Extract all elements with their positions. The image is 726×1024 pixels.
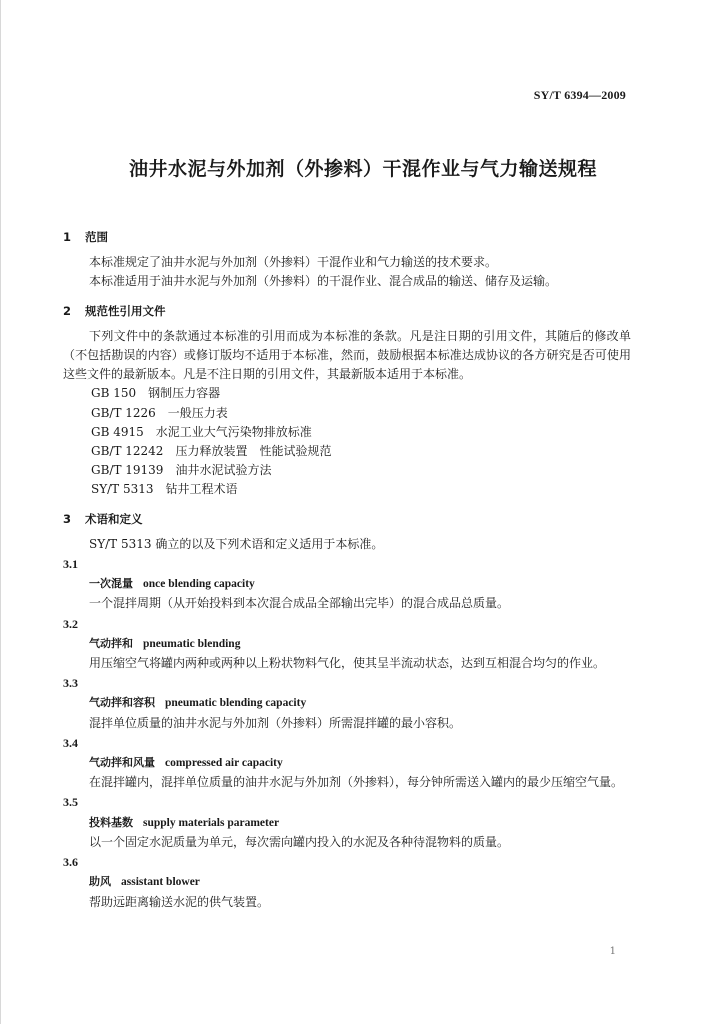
reference-item: GB/T 19139 油井水泥试验方法 — [91, 463, 272, 478]
section-heading-scope — [63, 228, 631, 247]
section-title: 范围 — [85, 230, 108, 244]
term-title — [63, 634, 631, 654]
term-zh: 气动拌和风量 — [89, 756, 155, 770]
term-title — [63, 574, 631, 594]
term-en: pneumatic blending capacity — [165, 697, 307, 710]
term-zh: 气动拌和容积 — [89, 696, 155, 710]
term-title — [63, 813, 631, 833]
term-zh: 助风 — [89, 875, 111, 889]
term-definition: 混拌单位质量的油井水泥与外加剂（外掺料）所需混拌罐的最小容积。 — [89, 715, 462, 730]
term-en: pneumatic blending — [143, 637, 241, 650]
term-title — [63, 753, 631, 773]
term-definition: 用压缩空气将罐内两种或两种以上粉状物料气化，使其呈半流动状态，达到互相混合均匀的作业。 — [89, 656, 606, 671]
term-definition: 以一个固定水泥质量为单元，每次需向罐内投入的水泥及各种待混物料的质量。 — [89, 834, 510, 849]
term-definition: 帮助远距离输送水泥的供气装置。 — [89, 894, 270, 909]
document-body — [63, 228, 631, 912]
paragraph: 本标准适用于油井水泥与外加剂（外掺料）的干混作业、混合成品的输送、储存及运输。 — [89, 274, 558, 289]
term-en: once blending capacity — [143, 578, 255, 591]
reference-item: SY/T 5313 钻井工程术语 — [91, 482, 238, 497]
section-title: 规范性引用文件 — [85, 303, 166, 318]
reference-item: GB/T 1226 一般压力表 — [91, 405, 228, 420]
term-number: 3.4 — [63, 735, 78, 750]
term-number: 3.5 — [63, 795, 78, 810]
term-en: supply materials parameter — [143, 816, 280, 829]
section-number: 3 — [63, 511, 72, 526]
section-heading-terms-definitions — [63, 510, 631, 529]
term-zh: 投料基数 — [89, 815, 133, 829]
term-number: 3.6 — [63, 855, 78, 870]
reference-item: GB/T 12242 压力释放装置 性能试验规范 — [91, 444, 332, 459]
paragraph: 本标准规定了油井水泥与外加剂（外掺料）干混作业和气力输送的技术要求。 — [89, 255, 498, 270]
reference-item: GB 150 钢制压力容器 — [91, 386, 221, 401]
reference-item: GB 4915 水泥工业大气污染物排放标准 — [91, 424, 312, 439]
term-zh: 气动拌和 — [89, 636, 133, 650]
term-zh: 一次混量 — [89, 577, 133, 591]
section-heading-normative-references — [63, 302, 631, 321]
paragraph: SY/T 5313 确立的以及下列术语和定义适用于本标准。 — [89, 536, 384, 551]
term-number: 3.3 — [63, 676, 78, 691]
section-number: 1 — [63, 230, 72, 244]
term-number: 3.1 — [63, 557, 78, 572]
section-number: 2 — [63, 303, 72, 318]
section-title: 术语和定义 — [85, 511, 143, 526]
page-number: 1 — [609, 946, 616, 957]
term-definition: 一个混拌周期（从开始投料到本次混合成品全部输出完毕）的混合成品总质量。 — [89, 596, 510, 611]
term-number: 3.2 — [63, 616, 78, 631]
paragraph: 下列文件中的条款通过本标准的引用而成为本标准的条款。凡是注日期的引用文件，其随后的修改单（不包括勘误的内容）或修订版均不适用于本标准，然而，鼓励根据本标准达成协议的各方研究是否可使用这些文件的最新版本。凡是不注日期的引用文件，其最新版本适用于本标准。 — [63, 328, 631, 382]
term-title — [63, 693, 631, 713]
term-definition: 在混拌罐内，混拌单位质量的油井水泥与外加剂（外掺料），每分钟所需送入罐内的最少压缩空气量。 — [89, 775, 624, 790]
term-title — [63, 872, 631, 892]
document-title: 油井水泥与外加剂（外掺料）干混作业与气力输送规程 — [128, 158, 597, 180]
standard-number: SY/T 6394—2009 — [533, 88, 626, 102]
term-en: compressed air capacity — [165, 757, 283, 770]
term-en: assistant blower — [121, 876, 200, 889]
